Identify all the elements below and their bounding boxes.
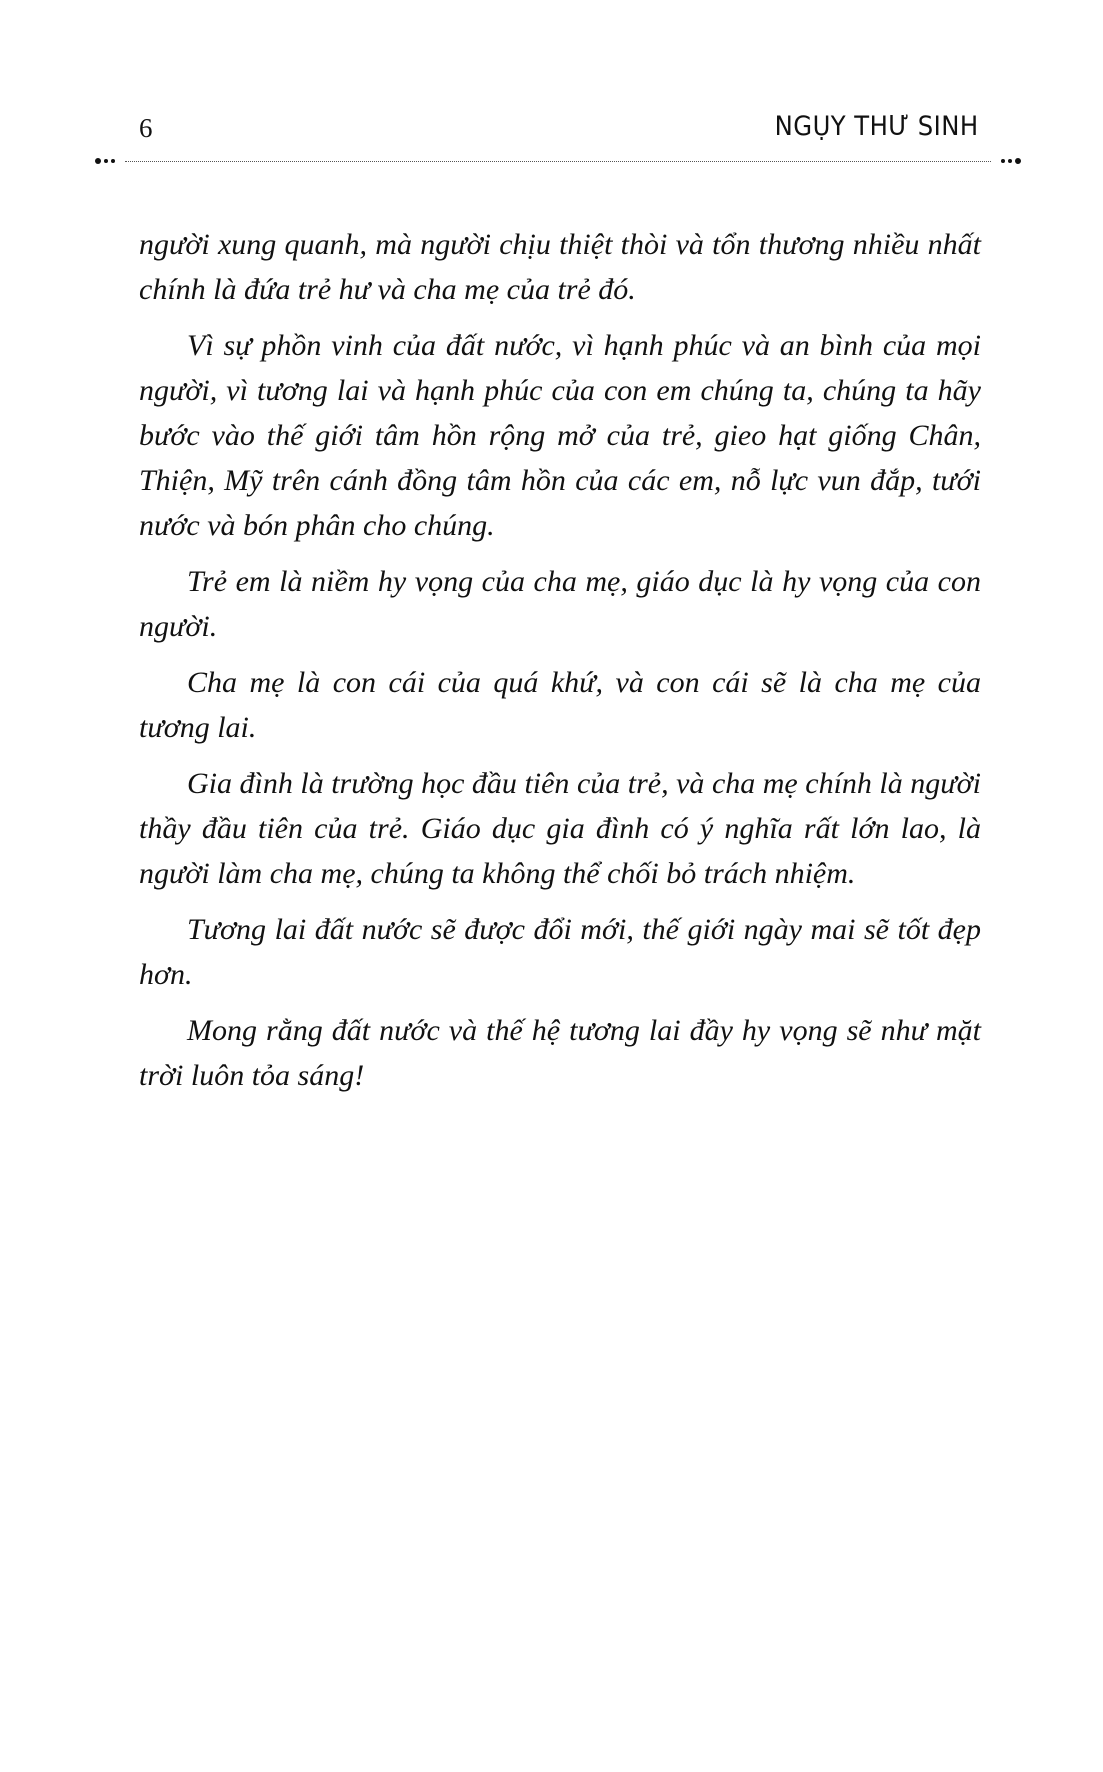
dot-ornament xyxy=(104,159,108,163)
dot-ornament xyxy=(95,158,101,164)
body-text xyxy=(139,222,981,1109)
paragraph: Tương lai đất nước sẽ được đổi mới, thế giới ngày mai sẽ tốt đẹp hơn. xyxy=(139,913,981,991)
running-title: NGỤY THƯ SINH xyxy=(775,111,979,142)
paragraph: Gia đình là trường học đầu tiên của trẻ, và cha mẹ chính là người thầy đầu tiên của trẻ. Giáo dục gia đình có ý nghĩa rất lớn lao, là người làm cha mẹ, chúng ta không thể chối bỏ trách nhiệm. xyxy=(139,767,981,890)
dot-ornament xyxy=(1008,159,1012,163)
paragraph: Mong rằng đất nước và thế hệ tương lai đầy hy vọng sẽ như mặt trời luôn tỏa sáng! xyxy=(139,1014,981,1092)
paragraph-continued: người xung quanh, mà người chịu thiệt thòi và tổn thương nhiều nhất chính là đứa trẻ hư và cha mẹ của trẻ đó. xyxy=(139,228,981,306)
page-number: 6 xyxy=(139,113,153,143)
paragraph: Vì sự phồn vinh của đất nước, vì hạnh phúc và an bình của mọi người, vì tương lai và hạnh phúc của con em chúng ta, chúng ta hãy bước vào thế giới tâm hồn rộng mở của trẻ, gieo hạt giống Chân, Thiện, Mỹ trên cánh đồng tâm hồn của các em, nỗ lực vun đắp, tưới nước và bón phân cho chúng. xyxy=(139,329,981,542)
paragraph: Trẻ em là niềm hy vọng của cha mẹ, giáo dục là hy vọng của con người. xyxy=(139,565,981,643)
dot-ornament xyxy=(111,159,115,163)
dot-ornament xyxy=(1015,158,1021,164)
header-divider xyxy=(95,155,1021,167)
divider-dots-right xyxy=(1001,158,1021,164)
dot-ornament xyxy=(1001,159,1005,163)
divider-dots-left xyxy=(95,158,115,164)
dotted-rule xyxy=(125,161,991,162)
paragraph: Cha mẹ là con cái của quá khứ, và con cái sẽ là cha mẹ của tương lai. xyxy=(139,666,981,744)
